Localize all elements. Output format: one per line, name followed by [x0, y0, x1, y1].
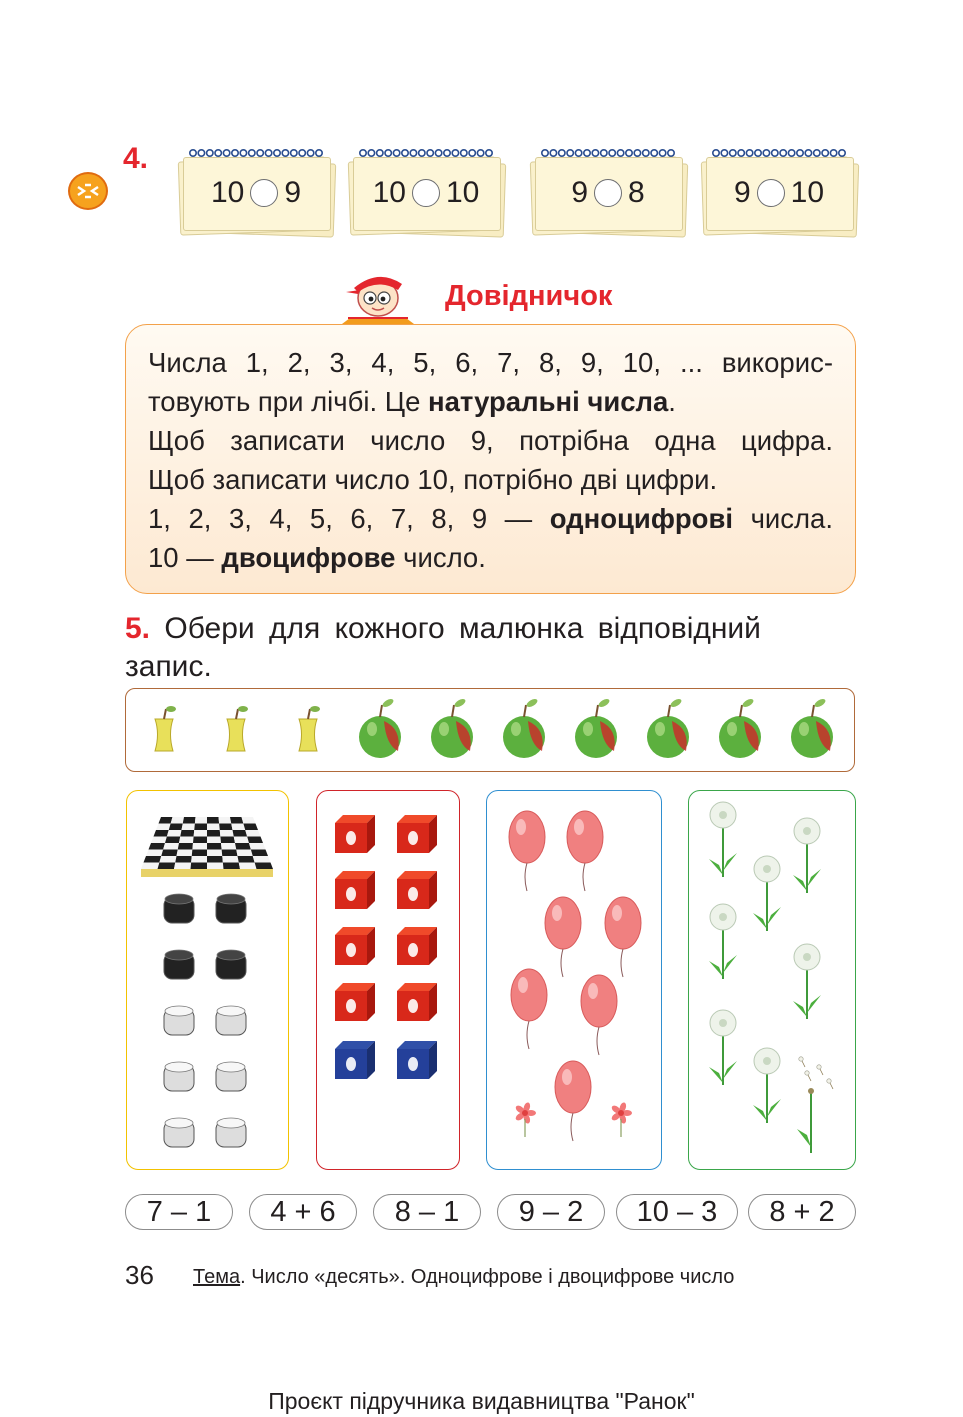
left-number: 10 [210, 176, 245, 209]
red-cube-icon [335, 871, 375, 909]
apple-icon [503, 697, 545, 758]
red-cube-icon [335, 815, 375, 853]
boy-mascot-icon [338, 266, 418, 328]
expression-chip[interactable]: 10 – 3 [616, 1194, 738, 1230]
apple-icon [647, 697, 689, 758]
blue-cube-icon [397, 1041, 437, 1079]
balloon-icon [555, 1061, 591, 1141]
bare-dandelion-icon [797, 1057, 833, 1153]
flower-icon [514, 1102, 536, 1137]
left-number: 10 [372, 176, 406, 209]
black-checker-icon [164, 894, 194, 923]
checkers-picture[interactable] [126, 790, 289, 1170]
apples-row [125, 688, 855, 772]
red-cube-icon [397, 871, 437, 909]
compare-circle[interactable] [412, 179, 440, 207]
task-4-number: 4. [123, 142, 149, 175]
black-checker-icon [216, 950, 246, 979]
reference-line-4: Щоб записати число 10, потрібно дві цифри. [148, 464, 718, 495]
reference-line-5: 1, 2, 3, 4, 5, 6, 7, 8, 9 — одноцифрові числа. [148, 503, 833, 534]
topic-line: Тема. Число «десять». Одноцифрове і двоцифрове число [193, 1266, 735, 1288]
reference-line-6: 10 — двоцифрове число. [148, 542, 486, 573]
expression-chip[interactable]: 7 – 1 [125, 1194, 233, 1230]
balloon-icon [545, 897, 581, 977]
dandelion-icon [709, 904, 737, 979]
right-number: 9 [284, 176, 302, 209]
compare-card-2[interactable] [347, 145, 507, 237]
reference-box [125, 324, 856, 594]
compare-card-3[interactable] [529, 145, 689, 237]
red-cube-icon [335, 927, 375, 965]
apple-core-icon [155, 706, 176, 751]
dandelions-picture[interactable] [688, 790, 856, 1170]
balloons-picture[interactable] [486, 790, 662, 1170]
page-number: 36 [125, 1260, 154, 1290]
white-checker-icon [216, 1062, 246, 1091]
apple-icon [791, 697, 833, 758]
white-checker-icon [164, 1062, 194, 1091]
red-cube-icon [397, 927, 437, 965]
balloon-icon [509, 811, 545, 891]
expression-chip[interactable]: 8 – 1 [373, 1194, 481, 1230]
compare-icon [68, 172, 108, 210]
right-number: 10 [790, 176, 825, 209]
compare-circle[interactable] [757, 179, 785, 207]
left-number: 9 [571, 176, 588, 209]
compare-circle[interactable] [594, 179, 622, 207]
balloon-icon [605, 897, 641, 977]
dandelion-icon [793, 944, 821, 1019]
term-single-digit: одноцифрові [549, 503, 734, 534]
compare-circle[interactable] [250, 179, 278, 207]
black-checker-icon [164, 950, 194, 979]
publisher-note: Проєкт підручника видавництва "Ранок" [268, 1388, 695, 1414]
apple-icon [575, 697, 617, 758]
dandelion-icon [753, 1048, 781, 1123]
black-checker-icon [216, 894, 246, 923]
term-two-digit: двоцифрове [221, 542, 396, 573]
apple-icon [431, 697, 473, 758]
dandelion-icon [793, 818, 821, 893]
task-5-number: 5. [125, 612, 151, 645]
checkerboard-icon [141, 817, 273, 877]
expression-chip[interactable]: 8 + 2 [748, 1194, 856, 1230]
balloon-icon [511, 969, 547, 1049]
left-number: 9 [733, 176, 751, 209]
compare-card-4[interactable] [700, 145, 860, 237]
dandelion-icon [709, 802, 737, 877]
apple-icon [719, 697, 761, 758]
reference-line-2: товують при лічбі. Це натуральні числа. [148, 386, 676, 417]
white-checker-icon [164, 1006, 194, 1035]
white-checker-icon [216, 1118, 246, 1147]
reference-line-1: Числа 1, 2, 3, 4, 5, 6, 7, 8, 9, 10, ... викорис- [148, 347, 833, 378]
task-5-text: 5. Обери для кожного малюнка відповідний запис. [125, 612, 761, 683]
balloon-icon [581, 975, 617, 1055]
white-checker-icon [164, 1118, 194, 1147]
cubes-picture[interactable] [316, 790, 460, 1170]
compare-card-1[interactable] [177, 145, 337, 237]
balloon-icon [567, 811, 603, 891]
right-number: 8 [628, 176, 645, 209]
dandelion-icon [709, 1010, 737, 1085]
term-natural-numbers: натуральні числа [428, 386, 669, 417]
apple-core-icon [299, 706, 320, 751]
reference-line-3: Щоб записати число 9, потрібна одна цифра. [148, 425, 833, 456]
red-cube-icon [397, 815, 437, 853]
flower-icon [610, 1102, 632, 1137]
white-checker-icon [216, 1006, 246, 1035]
reference-title: Довідничок [445, 280, 613, 312]
apple-icon [359, 697, 401, 758]
red-cube-icon [397, 983, 437, 1021]
apple-core-icon [227, 706, 248, 751]
dandelion-icon [753, 856, 781, 931]
blue-cube-icon [335, 1041, 375, 1079]
red-cube-icon [335, 983, 375, 1021]
right-number: 10 [446, 176, 480, 209]
expression-chip[interactable]: 9 – 2 [497, 1194, 605, 1230]
expression-chip[interactable]: 4 + 6 [249, 1194, 357, 1230]
